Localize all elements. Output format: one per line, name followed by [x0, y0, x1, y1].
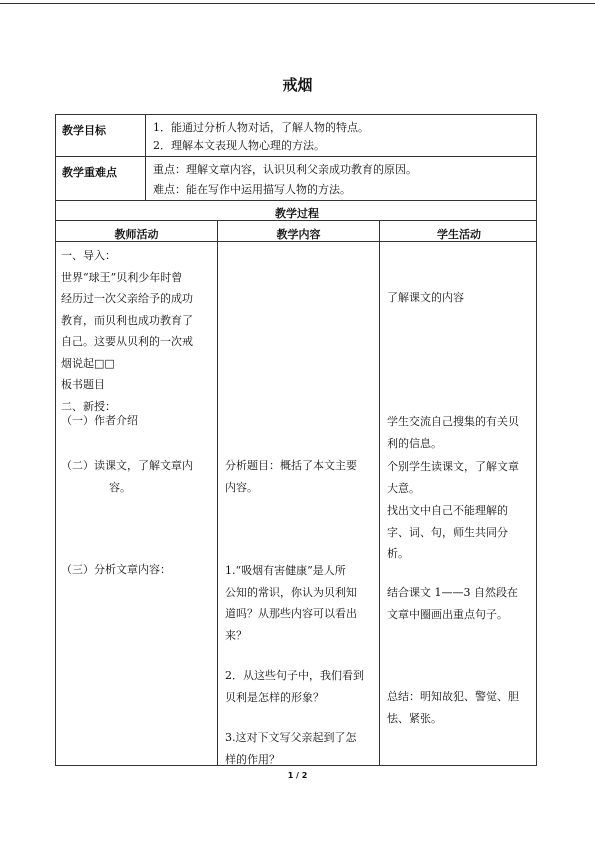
- process-title: 教学过程: [275, 207, 319, 220]
- intro-line: 自己。这要从贝利的一次戒: [61, 335, 193, 348]
- student-mark-sentences: [387, 582, 518, 625]
- key-point-item: 重点：理解文章内容，认识贝利父亲成功教育的原因。: [153, 163, 417, 176]
- content-question-1: [225, 560, 357, 646]
- content-question-2: [225, 665, 364, 708]
- student-line: 结合课文 1——3 自然段在: [387, 586, 518, 599]
- intro-line: 教育，而贝利也成功教育了: [61, 313, 193, 327]
- step-read-text: （二）读课文，了解文章内: [61, 459, 193, 472]
- student-line: 总结：明知故犯、警觉、胆: [387, 690, 519, 703]
- question-line: 贝利是怎样的形象？: [225, 690, 324, 704]
- label-column-divider: [145, 115, 146, 201]
- question-line: 1.“吸烟有害健康”是人所: [225, 564, 346, 577]
- page-title: 戒烟: [282, 76, 313, 94]
- new-lesson-heading: 二、新授：: [61, 399, 116, 413]
- student-line: 利的信息。: [387, 436, 442, 450]
- student-summary: [387, 686, 519, 729]
- row-divider: [56, 156, 536, 157]
- header-student-activity: 学生活动: [437, 228, 481, 241]
- key-point-item: 难点：能在写作中运用描写人物的方法。: [153, 183, 351, 196]
- intro-heading: 一、导入：: [61, 249, 116, 262]
- key-points-label: 教学重难点: [62, 166, 117, 179]
- student-line: 学生交流自己搜集的有关贝: [387, 415, 519, 428]
- student-find-words: [387, 500, 508, 565]
- header-teaching-content: 教学内容: [276, 228, 321, 241]
- goals-label: 教学目标: [62, 124, 106, 137]
- goal-item: 2．理解本文表现人物心理的方法。: [153, 139, 325, 152]
- question-line: 公知的常识，你认为贝利知: [225, 585, 357, 599]
- question-line: 3.这对下文写父亲起到了怎: [225, 731, 357, 744]
- student-line: 析。: [387, 547, 409, 560]
- column-divider: [217, 220, 218, 766]
- step-author-intro: （一）作者介绍: [61, 414, 138, 427]
- student-line: 个别学生读课文，了解文章: [387, 460, 519, 473]
- step-read-text-cont: 容。: [109, 481, 131, 494]
- question-line: 来？: [225, 628, 247, 642]
- student-line: 找出文中自己不能理解的: [387, 504, 508, 517]
- intro-line: 经历过一次父亲给予的成功: [61, 292, 193, 305]
- question-line: 2．从这些句子中，我们看到: [225, 669, 364, 682]
- student-line: 字、词、句，师生共同分: [387, 525, 508, 539]
- row-divider: [56, 200, 536, 201]
- student-understand-text: 了解课文的内容: [387, 291, 464, 304]
- content-question-3: [225, 727, 357, 770]
- page-number: 1 / 2: [287, 771, 308, 780]
- board-note: 板书题目: [61, 378, 105, 391]
- header-rule: [0, 3, 595, 4]
- content-analyze-title: 分析题目：概括了本文主要: [225, 459, 357, 472]
- student-read-text: [387, 456, 519, 499]
- intro-line: 世界“球王”贝利少年时曾: [61, 270, 183, 284]
- intro-line: 烟说起□□: [61, 356, 115, 370]
- student-line: 文章中圈画出重点句子。: [387, 607, 508, 621]
- question-line: 道吗？从那些内容可以看出: [225, 607, 357, 620]
- content-analyze-title-cont: 内容。: [225, 481, 258, 494]
- question-line: 样的作用？: [225, 752, 280, 766]
- student-line: 大意。: [387, 481, 420, 495]
- step-analyze: （三）分析文章内容：: [61, 563, 171, 576]
- student-share-info: [387, 411, 519, 454]
- lesson-plan-table: [55, 114, 537, 766]
- teacher-activity-cell: [61, 245, 193, 417]
- goal-item: 1．能通过分析人物对话，了解人物的特点。: [153, 121, 369, 134]
- header-teacher-activity: 教师活动: [114, 228, 159, 241]
- student-line: 怯、紧张。: [387, 711, 442, 725]
- column-divider: [379, 220, 380, 766]
